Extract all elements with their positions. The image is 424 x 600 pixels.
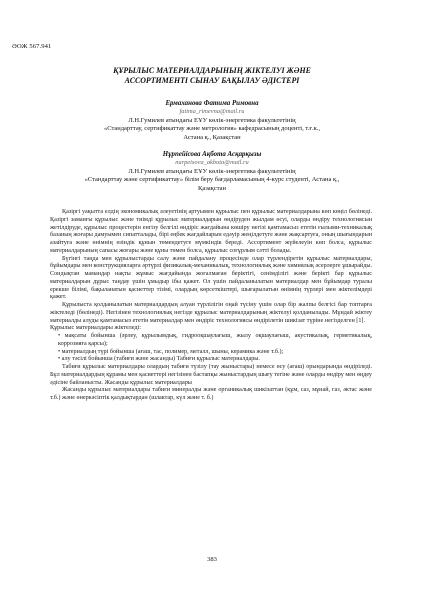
body-paragraph: Құрылыста қолданылатын материалдардың алуан түрлілігін оңай түсіну үшін олар бір жалпы белгісі бар топтарға жіктеледі (бөлінеді). Негізінен технологиялық негізде құрылыс материалдарының жіктелуі қолданылады. Мұндай жіктеу материалды алуды қамтамасыз ететін материалдар мен өндіріс технологиясы өндірілетін шикізат түріне негізделген [1]. [50,302,372,324]
author-name: Нұрпейісова Ақбота Асқарқызы [162,151,262,158]
author-affiliation-line: Л.Н.Гумилев атындағы ЕҰУ көлік-энергетика факультетінің [128,167,296,175]
udc-code: ӘОЖ 567.941 [12,43,52,50]
page-number: 383 [207,556,217,563]
author-block-2 [40,150,384,193]
list-item: • материалдың түрі бойынша (ағаш, тас, полимер, металл, шыны, керамика және т.б.); [58,348,284,355]
article-body [50,209,372,403]
author-affiliation-line: «Стандарттау және сертификаттау» білім беру бағдарламасының 4-курс студенті, Астана қ., [84,176,340,184]
author-affiliation-line: Л.Н.Гумилев атындағы ЕҰУ көлік-энергетика факультетінің [128,116,296,124]
author-email: fatima_rimevna@mail.ru [179,108,245,115]
author-email: nurpeisova_akbota@mail.ru [175,159,249,166]
author-location: Қазақстан [198,184,226,192]
list-intro: Құрылыс материалдары жіктеледі: [50,325,141,332]
body-paragraph: Қазіргі уақытта елдің экономикалық әлеуетінің артуымен құрылыс пен құрылыс материалдарына көп көңіл бөлінеді. Қазіргі заманғы құрылыс және тиімді құрылыс материалдарын өндіруден жылдам өсуі, оларды өндіру технологиясын жетілдіруде, құрылыс процестерін енгізу белгілі өндіріс жағдайына көшіру негізі қамтамасыз ететін ғылыми-техникалық базаның жоғары дамуымен сипатталады, бірі еңбек жағдайларын едәуір жеңілдетуге және жақсартуға, оның шығындарын азайтуға және өнімнің өзіндік құнын төмендетуге мүмкіндік береді. Ассортимент жүйелеуін көп болса, құрылыс материалдарының сапасы жоғары және құны төмен болса, құрылыс соғұрлым сәтті болады. [50,209,372,254]
author-block-1 [40,99,384,142]
list-item: • алу тәсілі бойынша (табиғи және жасанды) Табиғи құрылыс материалдары. [58,356,260,363]
author-location: Астана қ., Қазақстан [183,133,241,141]
title-line-2: АССОРТИМЕНТІ СЫНАУ БАҚЫЛАУ ӘДІСТЕРІ [124,76,300,85]
body-paragraph: Жасанды құрылыс материалдары табиғи минералды және органикалық шикізаттан (құм, саз, мұнай, газ, әктас және т.б.) және өнеркәсіптік қалдықтардан (шлактар, күл және т. б.) [50,387,372,401]
title-line-1: ҚҰРЫЛЫС МАТЕРИАЛДАРЫНЫҢ ЖІКТЕЛУІ ЖӘНЕ [113,66,311,75]
list-item: • мақсаты бойынша (әрлеу, құрылымдық, гидрооқшаулағыш, жылу оқшаулағыш, акустикалық, герметикалық, коррозияға қарсы); [58,333,372,347]
author-affiliation-line: «Стандарттау, сертификаттау және метрология» кафедрасының доценті, т.ғ.к., [103,125,321,133]
article-title [60,66,364,86]
author-name: Ермаханова Фатима Римовна [165,100,259,107]
body-paragraph: Табиғи құрылыс материалдары олардың табиғи түзілу (тау жыныстары) немесе өсу (ағаш) орындарында өндіріледі. Бұл материалдардың құрамы мен қасиеттері негізінен бастапқы жыныстардың шығу тегіне және оларды өндіру мен өңдеу әдісіне байланысты. Жасанды құрылыс материалдары [50,364,372,386]
body-paragraph: Бүгінгі таңда мен құрылыстарды салу және пайдалану процесінде олар түрлендіретін құрылыс материалдары, бұйымдары мен конструкцияларға әртүрлі физикалық-механикалық, технологиялық және химиялық әсерлерге ұшырайды. Сондықтан мамандар нақты жұмыс жағдайында жоғалмаған беріктігі, сенімділігі және берікті бар құрылыс материалдарын дұрыс таңдау үшін ұмыдыр ібы қажет. Ол үшін пайдаланылатын материалдар мен бұйымдар туралы ерекше білімі, бақыланатын қасиеттер тізімі, олардың көрсеткіштері, шығарылатын өнімнің түрлері мен жіктелімдері қажет. [50,255,372,301]
